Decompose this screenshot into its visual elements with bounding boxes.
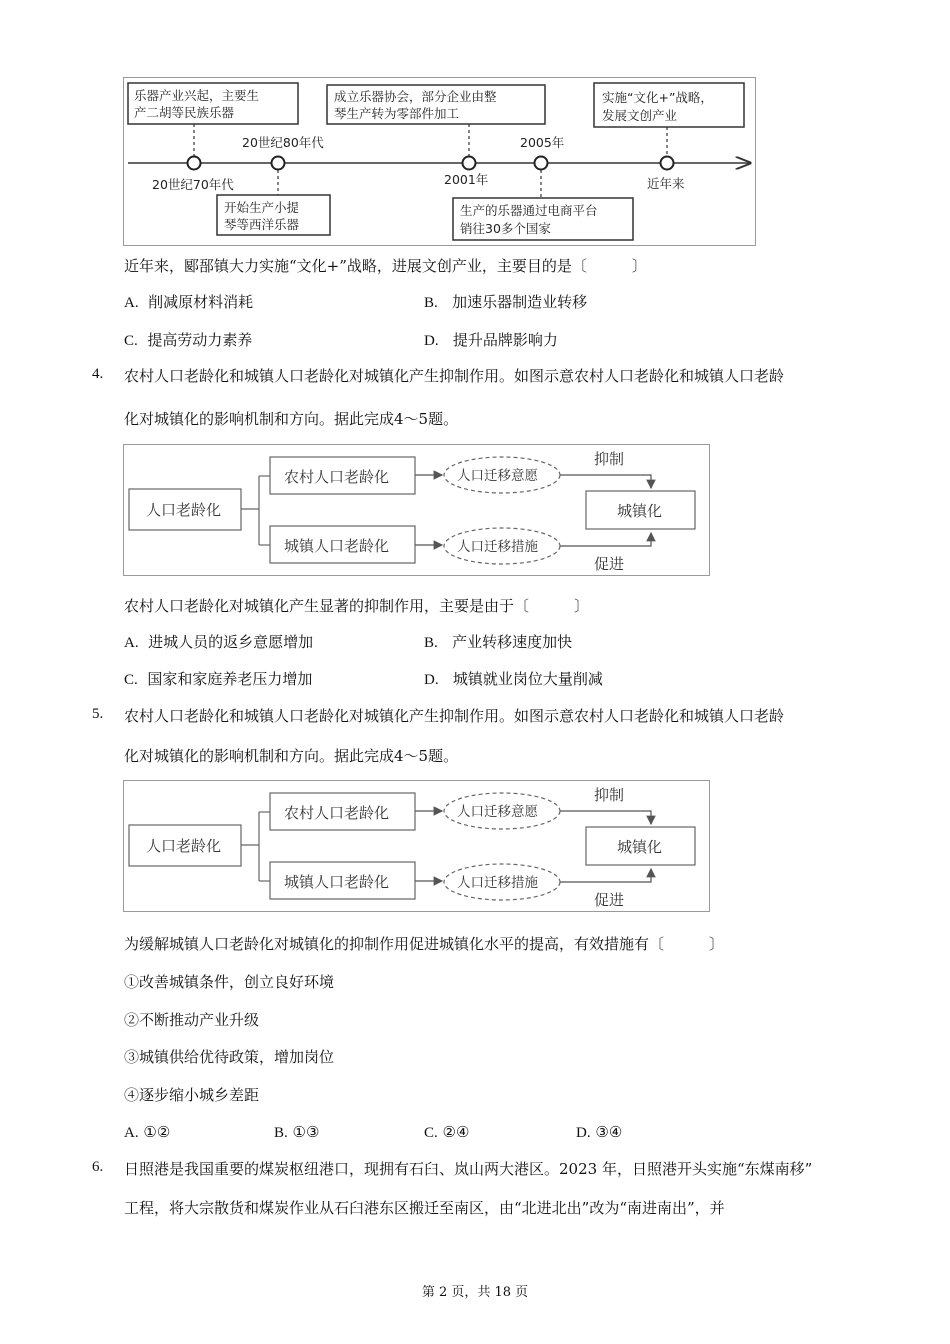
q5-diagram-promote: 促进	[594, 891, 625, 909]
timeline-box-recent-line2: 发展文创产业	[602, 108, 678, 123]
q4-diagram-urban: 城镇人口老龄化	[284, 537, 390, 555]
timeline-box-recent-line1: 实施“文化+”战略，	[602, 90, 713, 105]
q3-option-d-text: 提升品牌影响力	[452, 331, 558, 349]
q4-diagram	[123, 444, 710, 576]
q3-option-a-text: 削减原材料消耗	[148, 293, 254, 311]
q4-diagram-rural-factor: 人口迁移意愿	[457, 468, 538, 484]
timeline-node-2001	[463, 157, 476, 170]
timeline-label-2001: 2001年	[444, 172, 489, 187]
q5-option-c[interactable]	[424, 1122, 469, 1143]
timeline-box-70s-line1: 乐器产业兴起，主要生	[134, 88, 260, 103]
q4-option-b[interactable]	[424, 632, 572, 653]
q3-option-a[interactable]	[124, 292, 253, 313]
timeline-label-70s: 20世纪70年代	[152, 177, 234, 192]
q3-option-c[interactable]	[124, 330, 252, 351]
q4-diagram-promote: 促进	[594, 555, 625, 573]
q5-diagram-svg	[124, 781, 709, 911]
q4-diagram-target: 城镇化	[617, 502, 663, 520]
q4-diagram-rural: 农村人口老龄化	[284, 468, 390, 486]
q4-intro-line1: 农村人口老龄化和城镇人口老龄化对城镇化产生抑制作用。如图示意农村人口老龄化和城镇人口老龄	[124, 367, 785, 385]
q3-option-c-text: 提高劳动力素养	[147, 331, 253, 349]
q5-option-d[interactable]	[576, 1122, 622, 1143]
timeline-node-2005	[535, 157, 548, 170]
timeline-box-2005-line2: 销往30多个国家	[460, 221, 551, 236]
timeline-label-recent: 近年来	[647, 176, 685, 191]
timeline-box-2001-line2: 琴生产转为零部件加工	[334, 106, 460, 121]
q6-line2: 工程，将大宗散货和煤炭作业从石臼港东区搬迁至南区，由“北进北出”改为“南进南出”，并	[124, 1199, 725, 1217]
q5-stem: 为缓解城镇人口老龄化对城镇化的抑制作用促进城镇化水平的提高，有效措施有〔 〕	[124, 935, 725, 953]
timeline-label-80s: 20世纪80年代	[242, 135, 324, 150]
timeline-box-80s-line2: 琴等西洋乐器	[224, 217, 300, 232]
q5-diagram-urban-factor: 人口迁移措施	[457, 875, 538, 891]
q6-line1: 日照港是我国重要的煤炭枢纽港口，现拥有石臼、岚山两大港区。2023 年，日照港开头实施“东煤南移”	[124, 1160, 813, 1178]
q4-intro-line2: 化对城镇化的影响机制和方向。据此完成4～5题。	[124, 410, 459, 428]
q3-option-c-letter: C.	[124, 333, 138, 349]
timeline-box-70s-line2: 产二胡等民族乐器	[134, 105, 235, 120]
q4-option-c-text: 国家和家庭养老压力增加	[147, 670, 313, 688]
q5-diagram-root: 人口老龄化	[146, 837, 222, 855]
q4-option-a-letter: A.	[124, 635, 139, 651]
timeline-box-2005-line1: 生产的乐器通过电商平台	[460, 203, 598, 218]
q5-intro-line2: 化对城镇化的影响机制和方向。据此完成4～5题。	[124, 747, 459, 765]
q4-option-d[interactable]	[424, 669, 603, 690]
q5-option-a[interactable]	[124, 1122, 170, 1143]
q5-option-c-text: ②④	[442, 1123, 470, 1141]
timeline-figure	[123, 77, 756, 246]
q5-option-c-letter: C.	[424, 1125, 438, 1141]
q4-option-d-text: 城镇就业岗位大量削减	[452, 670, 603, 688]
q5-diagram-urban: 城镇人口老龄化	[284, 873, 390, 891]
q4-option-c[interactable]	[124, 669, 312, 690]
q5-option-a-text: ①②	[143, 1123, 171, 1141]
page-footer: 第 2 页，共 18 页	[421, 1285, 529, 1300]
q3-option-b-letter: B.	[424, 295, 438, 311]
q3-stem: 近年来，郾郚镇大力实施“文化+”战略，进展文创产业，主要目的是〔 〕	[124, 257, 647, 275]
timeline-box-80s-line1: 开始生产小提	[224, 200, 300, 215]
q5-option-d-letter: D.	[576, 1125, 591, 1141]
q5-item-2: ②不断推动产业升级	[124, 1011, 260, 1029]
q5-option-b-text: ①③	[292, 1123, 320, 1141]
q4-diagram-root: 人口老龄化	[146, 501, 222, 519]
q3-option-b[interactable]	[424, 292, 587, 313]
q5-intro-line1: 农村人口老龄化和城镇人口老龄化对城镇化产生抑制作用。如图示意农村人口老龄化和城镇人口老龄	[124, 707, 785, 725]
q5-diagram-rural-factor: 人口迁移意愿	[457, 804, 538, 820]
q3-option-b-text: 加速乐器制造业转移	[452, 293, 588, 311]
q4-option-d-letter: D.	[424, 672, 439, 688]
q5-option-a-letter: A.	[124, 1125, 139, 1141]
q5-diagram	[123, 780, 710, 912]
q4-option-a-text: 进城人员的返乡意愿增加	[148, 633, 314, 651]
q5-option-b-letter: B.	[274, 1125, 288, 1141]
timeline-box-2001-line1: 成立乐器协会，部分企业由整	[334, 89, 497, 104]
q4-diagram-inhibit: 抑制	[594, 450, 625, 468]
q4-stem: 农村人口老龄化对城镇化产生显著的抑制作用，主要是由于〔 〕	[124, 597, 590, 615]
q3-option-d-letter: D.	[424, 333, 439, 349]
timeline-node-recent	[661, 157, 674, 170]
q4-option-a[interactable]	[124, 632, 313, 653]
q4-option-b-letter: B.	[424, 635, 438, 651]
q5-item-3: ③城镇供给优待政策，增加岗位	[124, 1048, 335, 1066]
timeline-node-70s	[188, 157, 201, 170]
q5-option-b[interactable]	[274, 1122, 319, 1143]
q5-item-4: ④逐步缩小城乡差距	[124, 1086, 260, 1104]
q6-number: 6.	[92, 1159, 104, 1175]
q3-option-d[interactable]	[424, 330, 558, 351]
q4-diagram-urban-factor: 人口迁移措施	[457, 539, 538, 555]
q5-item-1: ①改善城镇条件，创立良好环境	[124, 973, 335, 991]
q5-diagram-rural: 农村人口老龄化	[284, 804, 390, 822]
timeline-node-80s	[272, 157, 285, 170]
q5-diagram-inhibit: 抑制	[594, 786, 625, 804]
q4-option-b-text: 产业转移速度加快	[452, 633, 573, 651]
q4-number: 4.	[92, 366, 104, 382]
q3-option-a-letter: A.	[124, 295, 139, 311]
q5-number: 5.	[92, 706, 104, 722]
q4-option-c-letter: C.	[124, 672, 138, 688]
q5-option-d-text: ③④	[595, 1123, 623, 1141]
timeline-label-2005: 2005年	[520, 135, 565, 150]
q4-diagram-svg	[124, 445, 709, 575]
q5-diagram-target: 城镇化	[617, 838, 663, 856]
